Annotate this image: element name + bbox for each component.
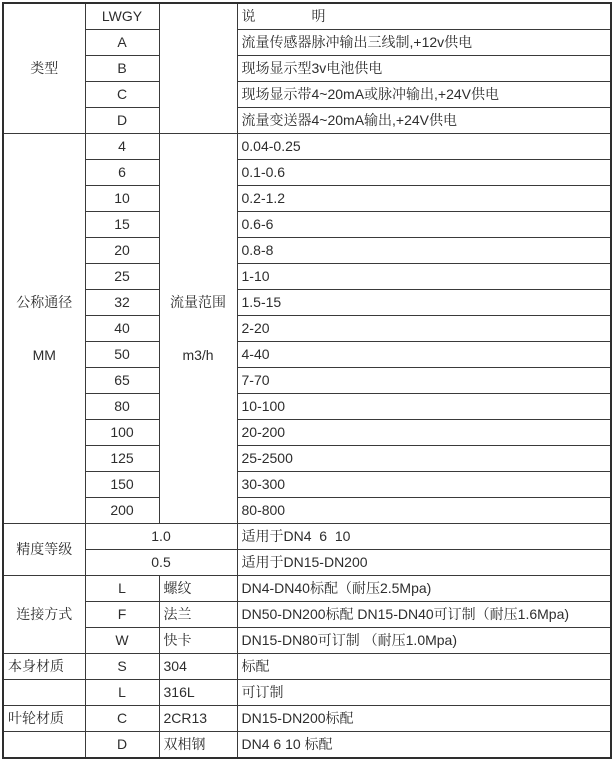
connection-name: 法兰 — [159, 602, 237, 628]
type-section-spacer-cell — [159, 3, 237, 134]
diameter-section-label — [3, 134, 85, 524]
dn-size: 20 — [85, 238, 159, 264]
dn-size: 25 — [85, 264, 159, 290]
flow-range-value: 7-70 — [237, 368, 611, 394]
flow-range-label-line2: m3/h — [182, 346, 214, 363]
dn-size: 80 — [85, 394, 159, 420]
connection-code: L — [85, 576, 159, 602]
flow-range-value: 80-800 — [237, 498, 611, 524]
flow-range-value: 0.1-0.6 — [237, 160, 611, 186]
type-section-label: 类型 — [3, 3, 85, 134]
table-row — [3, 446, 611, 472]
material-desc: DN15-DN200标配 — [237, 706, 611, 732]
material-code: L — [85, 680, 159, 706]
table-row — [3, 472, 611, 498]
model-code-header: LWGY — [85, 3, 159, 30]
table-row — [3, 316, 611, 342]
material-section-label: 本身材质 — [3, 654, 85, 680]
table-row — [3, 342, 611, 368]
flow-range-label — [159, 134, 237, 524]
table-row — [3, 654, 611, 680]
table-row — [3, 134, 611, 160]
accuracy-desc: 适用于DN15-DN200 — [237, 550, 611, 576]
impeller-section-label-empty — [3, 732, 85, 759]
type-code: C — [85, 82, 159, 108]
table-row — [3, 238, 611, 264]
table-row — [3, 3, 611, 30]
dn-size: 10 — [85, 186, 159, 212]
material-section-label-empty — [3, 680, 85, 706]
table-row — [3, 82, 611, 108]
table-row — [3, 524, 611, 550]
dn-size: 50 — [85, 342, 159, 368]
dn-size: 200 — [85, 498, 159, 524]
table-row — [3, 186, 611, 212]
table-row — [3, 628, 611, 654]
table-row — [3, 550, 611, 576]
table-row — [3, 420, 611, 446]
flow-range-value: 10-100 — [237, 394, 611, 420]
dn-size: 15 — [85, 212, 159, 238]
material-name: 304 — [159, 654, 237, 680]
table-row — [3, 160, 611, 186]
table-row — [3, 680, 611, 706]
connection-section-label: 连接方式 — [3, 576, 85, 654]
connection-desc: DN4-DN40标配（耐压2.5Mpa) — [237, 576, 611, 602]
material-code: D — [85, 732, 159, 759]
material-desc: DN4 6 10 标配 — [237, 732, 611, 759]
material-name: 双相钢 — [159, 732, 237, 759]
flow-range-value: 30-300 — [237, 472, 611, 498]
type-code: D — [85, 108, 159, 134]
diameter-label-line1: 公称通径 — [16, 293, 73, 310]
accuracy-class-value: 0.5 — [85, 550, 237, 576]
table-row — [3, 368, 611, 394]
type-desc: 流量变送器4~20mA输出,+24V供电 — [237, 108, 611, 134]
connection-name: 快卡 — [159, 628, 237, 654]
accuracy-desc: 适用于DN4 6 10 — [237, 524, 611, 550]
material-desc: 可订制 — [237, 680, 611, 706]
table-row — [3, 394, 611, 420]
table-row — [3, 108, 611, 134]
diameter-label-line2: MM — [32, 346, 56, 363]
table-row — [3, 264, 611, 290]
dn-size: 100 — [85, 420, 159, 446]
impeller-section-label: 叶轮材质 — [3, 706, 85, 732]
type-code: B — [85, 56, 159, 82]
flow-range-value: 0.2-1.2 — [237, 186, 611, 212]
description-header: 说 明 — [237, 3, 611, 30]
table-row — [3, 290, 611, 316]
connection-desc: DN50-DN200标配 DN15-DN40可订制（耐压1.6Mpa) — [237, 602, 611, 628]
table-row — [3, 56, 611, 82]
flow-range-value: 0.8-8 — [237, 238, 611, 264]
flow-range-value: 1-10 — [237, 264, 611, 290]
flowmeter-spec-table — [2, 2, 612, 759]
flow-range-value: 0.04-0.25 — [237, 134, 611, 160]
flow-range-label-line1: 流量范围 — [170, 293, 226, 310]
dn-size: 65 — [85, 368, 159, 394]
connection-name: 螺纹 — [159, 576, 237, 602]
flow-range-value: 0.6-6 — [237, 212, 611, 238]
type-desc: 流量传感器脉冲输出三线制,+12v供电 — [237, 30, 611, 56]
connection-code: F — [85, 602, 159, 628]
material-code: C — [85, 706, 159, 732]
table-row — [3, 706, 611, 732]
flow-range-value: 1.5-15 — [237, 290, 611, 316]
table-row — [3, 732, 611, 759]
flow-range-value: 25-2500 — [237, 446, 611, 472]
table-row — [3, 30, 611, 56]
table-row — [3, 576, 611, 602]
connection-desc: DN15-DN80可订制 （耐压1.0Mpa) — [237, 628, 611, 654]
accuracy-class-value: 1.0 — [85, 524, 237, 550]
dn-size: 32 — [85, 290, 159, 316]
material-desc: 标配 — [237, 654, 611, 680]
flow-range-value: 20-200 — [237, 420, 611, 446]
type-code: A — [85, 30, 159, 56]
type-desc: 现场显示带4~20mA或脉冲输出,+24V供电 — [237, 82, 611, 108]
material-code: S — [85, 654, 159, 680]
dn-size: 4 — [85, 134, 159, 160]
type-desc: 现场显示型3v电池供电 — [237, 56, 611, 82]
material-name: 316L — [159, 680, 237, 706]
table-row — [3, 212, 611, 238]
flow-range-value: 4-40 — [237, 342, 611, 368]
material-name: 2CR13 — [159, 706, 237, 732]
table-row — [3, 498, 611, 524]
table-row — [3, 602, 611, 628]
dn-size: 6 — [85, 160, 159, 186]
dn-size: 150 — [85, 472, 159, 498]
connection-code: W — [85, 628, 159, 654]
dn-size: 40 — [85, 316, 159, 342]
accuracy-section-label: 精度等级 — [3, 524, 85, 576]
flow-range-value: 2-20 — [237, 316, 611, 342]
dn-size: 125 — [85, 446, 159, 472]
